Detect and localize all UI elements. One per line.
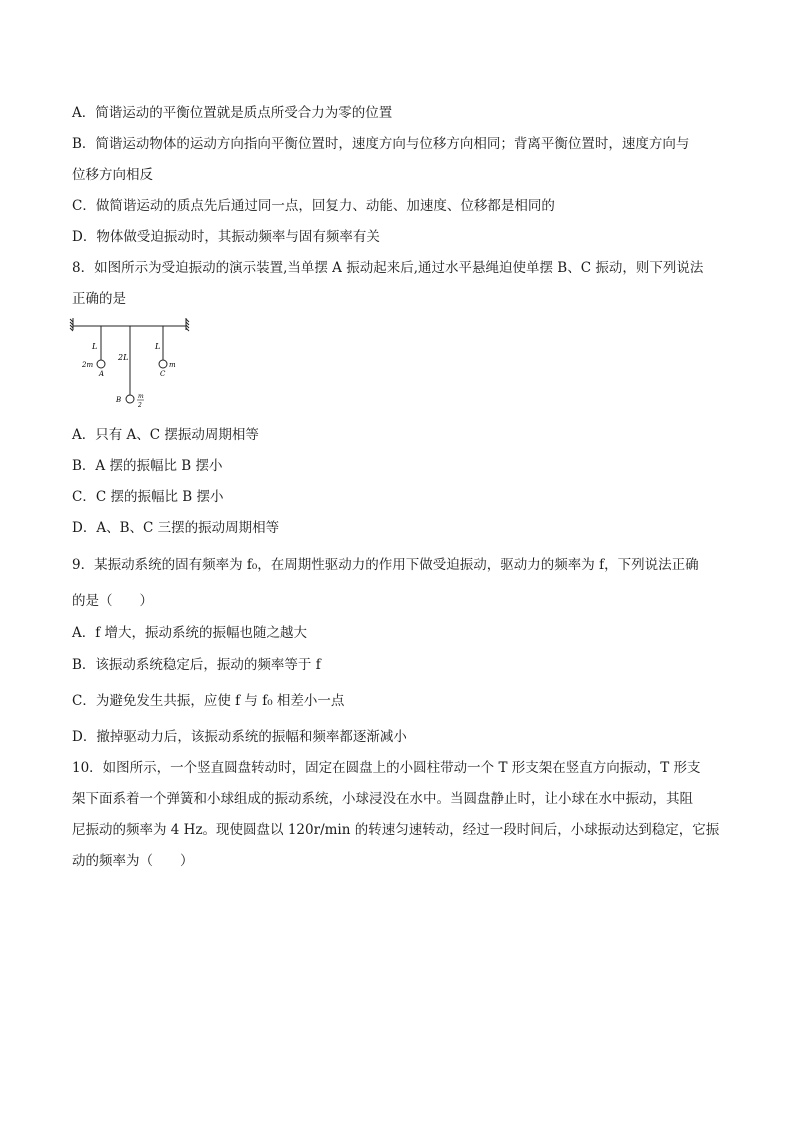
q10-stem: 10．如图所示，一个竖直圆盘转动时，固定在圆盘上的小圆柱带动一个 T 形支架在竖直方向振动，T 形支 [72, 760, 701, 776]
q8-option-b: B．A 摆的振幅比 B 摆小 [72, 458, 223, 474]
q8-option-c: C．C 摆的振幅比 B 摆小 [72, 489, 224, 505]
length-label-b: 2L [118, 353, 129, 362]
mass-label-a: 2m [82, 361, 94, 369]
q8-stem-cont: 正确的是 [72, 291, 126, 307]
pendulum-name-a: A [99, 370, 105, 378]
q10-stem-cont-2: 尼振动的频率为 4 Hz。现使圆盘以 120r/min 的转速匀速转动，经过一段时间后，小球振动达到稳定，它振 [72, 822, 720, 838]
pendulum-figure [68, 318, 198, 418]
q9-option-d: D．撤掉驱动力后，该振动系统的振幅和频率都逐渐减小 [72, 729, 407, 745]
q8-stem: 8．如图所示为受迫振动的演示装置,当单摆 A 振动起来后,通过水平悬绳迫使单摆 B、C 振动，则下列说法 [72, 260, 704, 276]
q7-option-c: C．做简谐运动的质点先后通过同一点，回复力、动能、加速度、位移都是相同的 [72, 198, 555, 214]
q10-stem-cont-1: 架下面系着一个弹簧和小球组成的振动系统，小球浸没在水中。当圆盘静止时，让小球在水中振动，其阻 [72, 791, 693, 807]
q8-option-a: A．只有 A、C 摆振动周期相等 [72, 427, 259, 443]
q9-stem: 9．某振动系统的固有频率为 f₀，在周期性驱动力的作用下做受迫振动，驱动力的频率为 f，下列说法正确 [72, 557, 699, 573]
mass-label-b-numerator: m [138, 393, 144, 400]
q10-stem-cont-3: 动的频率为（ ） [72, 853, 194, 869]
q8-option-d: D．A、B、C 三摆的振动周期相等 [72, 520, 280, 536]
mass-label-c: m [169, 361, 176, 369]
length-label-c: L [155, 342, 161, 351]
q9-option-b: B．该振动系统稳定后，振动的频率等于 f [72, 657, 321, 673]
pendulum-name-b: B [116, 396, 122, 404]
q9-stem-cont: 的是（ ） [72, 593, 153, 609]
q7-option-b-cont: 位移方向相反 [72, 167, 153, 183]
pendulum-diagram [68, 318, 198, 418]
q7-option-b: B．简谐运动物体的运动方向指向平衡位置时，速度方向与位移方向相同；背离平衡位置时，速度方向与 [72, 136, 690, 152]
q7-option-a: A．简谐运动的平衡位置就是质点所受合力为零的位置 [72, 105, 393, 121]
mass-label-b-denominator: 2 [138, 402, 142, 409]
q9-option-c: C．为避免发生共振，应使 f 与 f₀ 相差小一点 [72, 693, 345, 709]
q7-option-d: D．物体做受迫振动时，其振动频率与固有频率有关 [72, 229, 380, 245]
pendulum-name-c: C [160, 370, 166, 378]
q9-option-a: A．f 增大，振动系统的振幅也随之越大 [72, 625, 308, 641]
length-label-a: L [92, 342, 98, 351]
